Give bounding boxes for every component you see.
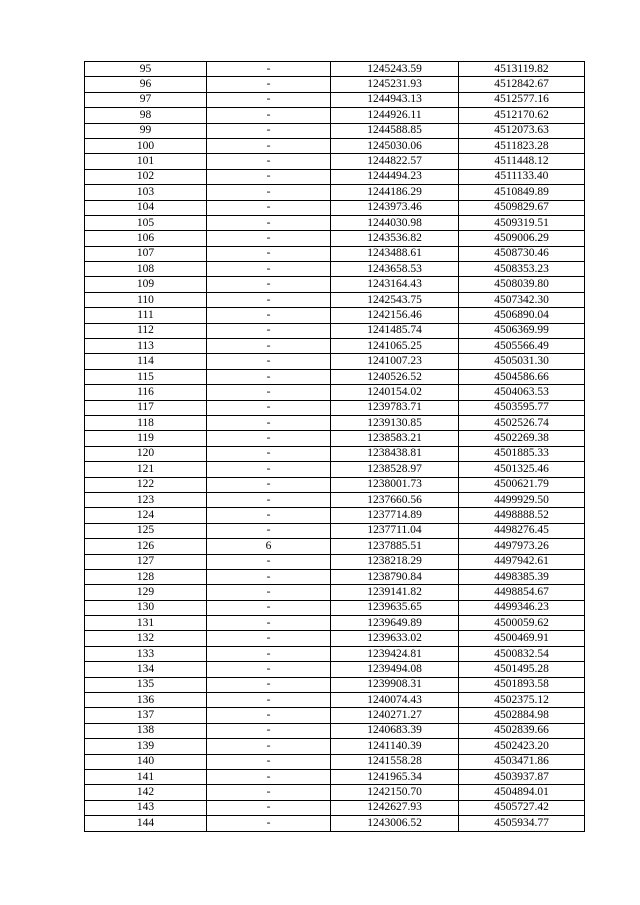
table-row: [85, 77, 585, 92]
table-row: [85, 108, 585, 123]
section-number-cell: -: [207, 154, 331, 169]
point-number-cell: 133: [85, 646, 207, 661]
y-coordinate-cell: 4511448.12: [459, 154, 585, 169]
y-coordinate-cell: 4511823.28: [459, 138, 585, 153]
section-number-cell: -: [207, 631, 331, 646]
y-coordinate-cell: 4499346.23: [459, 600, 585, 615]
point-number-cell: 107: [85, 246, 207, 261]
x-coordinate-cell: 1241140.39: [331, 739, 459, 754]
x-coordinate-cell: 1243488.61: [331, 246, 459, 261]
section-number-cell: -: [207, 431, 331, 446]
table-row: [85, 62, 585, 77]
table-row: [85, 231, 585, 246]
section-number-cell: -: [207, 554, 331, 569]
x-coordinate-cell: 1239633.02: [331, 631, 459, 646]
y-coordinate-cell: 4502839.66: [459, 723, 585, 738]
section-number-cell: -: [207, 62, 331, 77]
x-coordinate-cell: 1241558.28: [331, 754, 459, 769]
table-row: [85, 462, 585, 477]
x-coordinate-cell: 1244588.85: [331, 123, 459, 138]
x-coordinate-cell: 1237711.04: [331, 523, 459, 538]
y-coordinate-cell: 4502526.74: [459, 415, 585, 430]
table-row: [85, 369, 585, 384]
table-row: [85, 785, 585, 800]
table-row: [85, 600, 585, 615]
table-row: [85, 631, 585, 646]
table-row: [85, 446, 585, 461]
point-number-cell: 142: [85, 785, 207, 800]
table-row: [85, 569, 585, 584]
point-number-cell: 130: [85, 600, 207, 615]
x-coordinate-cell: 1242150.70: [331, 785, 459, 800]
y-coordinate-cell: 4498854.67: [459, 585, 585, 600]
y-coordinate-cell: 4509829.67: [459, 200, 585, 215]
section-number-cell: -: [207, 354, 331, 369]
section-number-cell: -: [207, 323, 331, 338]
point-number-cell: 128: [85, 569, 207, 584]
point-number-cell: 138: [85, 723, 207, 738]
section-number-cell: -: [207, 185, 331, 200]
y-coordinate-cell: 4508353.23: [459, 262, 585, 277]
table-row: [85, 585, 585, 600]
y-coordinate-cell: 4500059.62: [459, 616, 585, 631]
section-number-cell: -: [207, 693, 331, 708]
point-number-cell: 120: [85, 446, 207, 461]
y-coordinate-cell: 4512577.16: [459, 92, 585, 107]
x-coordinate-cell: 1243658.53: [331, 262, 459, 277]
y-coordinate-cell: 4498888.52: [459, 508, 585, 523]
y-coordinate-cell: 4505566.49: [459, 339, 585, 354]
table-row: [85, 323, 585, 338]
y-coordinate-cell: 4508730.46: [459, 246, 585, 261]
point-number-cell: 123: [85, 492, 207, 507]
table-row: [85, 154, 585, 169]
section-number-cell: -: [207, 708, 331, 723]
table-row: [85, 477, 585, 492]
y-coordinate-cell: 4512073.63: [459, 123, 585, 138]
table-row: [85, 339, 585, 354]
table-row: [85, 308, 585, 323]
table-row: [85, 215, 585, 230]
table-row: [85, 677, 585, 692]
y-coordinate-cell: 4512170.62: [459, 108, 585, 123]
point-number-cell: 129: [85, 585, 207, 600]
x-coordinate-cell: 1244943.13: [331, 92, 459, 107]
section-number-cell: -: [207, 569, 331, 584]
x-coordinate-cell: 1244030.98: [331, 215, 459, 230]
table-row: [85, 169, 585, 184]
y-coordinate-cell: 4500469.91: [459, 631, 585, 646]
x-coordinate-cell: 1237885.51: [331, 539, 459, 554]
point-number-cell: 139: [85, 739, 207, 754]
point-number-cell: 144: [85, 816, 207, 831]
x-coordinate-cell: 1244494.23: [331, 169, 459, 184]
section-number-cell: -: [207, 169, 331, 184]
y-coordinate-cell: 4501325.46: [459, 462, 585, 477]
table-row: [85, 354, 585, 369]
y-coordinate-cell: 4503595.77: [459, 400, 585, 415]
table-row: [85, 185, 585, 200]
y-coordinate-cell: 4508039.80: [459, 277, 585, 292]
point-number-cell: 127: [85, 554, 207, 569]
y-coordinate-cell: 4498276.45: [459, 523, 585, 538]
x-coordinate-cell: 1240526.52: [331, 369, 459, 384]
x-coordinate-cell: 1242543.75: [331, 292, 459, 307]
section-number-cell: -: [207, 339, 331, 354]
x-coordinate-cell: 1245243.59: [331, 62, 459, 77]
x-coordinate-cell: 1244926.11: [331, 108, 459, 123]
x-coordinate-cell: 1244186.29: [331, 185, 459, 200]
x-coordinate-cell: 1242156.46: [331, 308, 459, 323]
section-number-cell: -: [207, 308, 331, 323]
x-coordinate-cell: 1238438.81: [331, 446, 459, 461]
y-coordinate-cell: 4504063.53: [459, 385, 585, 400]
x-coordinate-cell: 1238001.73: [331, 477, 459, 492]
y-coordinate-cell: 4504586.66: [459, 369, 585, 384]
section-number-cell: -: [207, 292, 331, 307]
x-coordinate-cell: 1240074.43: [331, 693, 459, 708]
section-number-cell: -: [207, 246, 331, 261]
y-coordinate-cell: 4500621.79: [459, 477, 585, 492]
section-number-cell: -: [207, 492, 331, 507]
y-coordinate-cell: 4502375.12: [459, 693, 585, 708]
section-number-cell: -: [207, 262, 331, 277]
x-coordinate-cell: 1237660.56: [331, 492, 459, 507]
section-number-cell: -: [207, 200, 331, 215]
y-coordinate-cell: 4506890.04: [459, 308, 585, 323]
y-coordinate-cell: 4504894.01: [459, 785, 585, 800]
table-row: [85, 662, 585, 677]
x-coordinate-cell: 1243536.82: [331, 231, 459, 246]
point-number-cell: 117: [85, 400, 207, 415]
y-coordinate-cell: 4502884.98: [459, 708, 585, 723]
x-coordinate-cell: 1240154.02: [331, 385, 459, 400]
section-number-cell: -: [207, 723, 331, 738]
table-row: [85, 431, 585, 446]
section-number-cell: -: [207, 739, 331, 754]
table-row: [85, 800, 585, 815]
section-number-cell: -: [207, 123, 331, 138]
table-row: [85, 739, 585, 754]
point-number-cell: 115: [85, 369, 207, 384]
section-number-cell: -: [207, 785, 331, 800]
x-coordinate-cell: 1242627.93: [331, 800, 459, 815]
y-coordinate-cell: 4503471.86: [459, 754, 585, 769]
point-number-cell: 103: [85, 185, 207, 200]
table-row: [85, 708, 585, 723]
table-row: [85, 492, 585, 507]
section-number-cell: -: [207, 523, 331, 538]
y-coordinate-cell: 4505934.77: [459, 816, 585, 831]
section-number-cell: -: [207, 600, 331, 615]
table-row: [85, 554, 585, 569]
point-number-cell: 140: [85, 754, 207, 769]
section-number-cell: -: [207, 369, 331, 384]
y-coordinate-cell: 4499929.50: [459, 492, 585, 507]
section-number-cell: -: [207, 677, 331, 692]
point-number-cell: 106: [85, 231, 207, 246]
section-number-cell: -: [207, 77, 331, 92]
section-number-cell: -: [207, 462, 331, 477]
point-number-cell: 111: [85, 308, 207, 323]
section-number-cell: -: [207, 816, 331, 831]
table-row: [85, 246, 585, 261]
point-number-cell: 109: [85, 277, 207, 292]
y-coordinate-cell: 4501885.33: [459, 446, 585, 461]
point-number-cell: 131: [85, 616, 207, 631]
y-coordinate-cell: 4502423.20: [459, 739, 585, 754]
section-number-cell: -: [207, 769, 331, 784]
y-coordinate-cell: 4497942.61: [459, 554, 585, 569]
y-coordinate-cell: 4512842.67: [459, 77, 585, 92]
section-number-cell: -: [207, 215, 331, 230]
point-number-cell: 136: [85, 693, 207, 708]
point-number-cell: 119: [85, 431, 207, 446]
y-coordinate-cell: 4501893.58: [459, 677, 585, 692]
x-coordinate-cell: 1238790.84: [331, 569, 459, 584]
x-coordinate-cell: 1241065.25: [331, 339, 459, 354]
x-coordinate-cell: 1245231.93: [331, 77, 459, 92]
table-row: [85, 723, 585, 738]
point-number-cell: 96: [85, 77, 207, 92]
x-coordinate-cell: 1243006.52: [331, 816, 459, 831]
section-number-cell: -: [207, 477, 331, 492]
x-coordinate-cell: 1243973.46: [331, 200, 459, 215]
x-coordinate-cell: 1238218.29: [331, 554, 459, 569]
y-coordinate-cell: 4501495.28: [459, 662, 585, 677]
table-row: [85, 508, 585, 523]
coordinates-table-body: [85, 62, 585, 832]
point-number-cell: 112: [85, 323, 207, 338]
section-number-cell: -: [207, 138, 331, 153]
point-number-cell: 98: [85, 108, 207, 123]
point-number-cell: 134: [85, 662, 207, 677]
x-coordinate-cell: 1239908.31: [331, 677, 459, 692]
point-number-cell: 125: [85, 523, 207, 538]
table-row: [85, 693, 585, 708]
y-coordinate-cell: 4505727.42: [459, 800, 585, 815]
section-number-cell: -: [207, 415, 331, 430]
point-number-cell: 116: [85, 385, 207, 400]
y-coordinate-cell: 4497973.26: [459, 539, 585, 554]
y-coordinate-cell: 4503937.87: [459, 769, 585, 784]
point-number-cell: 118: [85, 415, 207, 430]
y-coordinate-cell: 4502269.38: [459, 431, 585, 446]
table-row: [85, 415, 585, 430]
y-coordinate-cell: 4500832.54: [459, 646, 585, 661]
y-coordinate-cell: 4506369.99: [459, 323, 585, 338]
x-coordinate-cell: 1241485.74: [331, 323, 459, 338]
point-number-cell: 101: [85, 154, 207, 169]
x-coordinate-cell: 1239424.81: [331, 646, 459, 661]
point-number-cell: 137: [85, 708, 207, 723]
point-number-cell: 97: [85, 92, 207, 107]
point-number-cell: 100: [85, 138, 207, 153]
x-coordinate-cell: 1239635.65: [331, 600, 459, 615]
x-coordinate-cell: 1239649.89: [331, 616, 459, 631]
point-number-cell: 135: [85, 677, 207, 692]
point-number-cell: 110: [85, 292, 207, 307]
section-number-cell: -: [207, 508, 331, 523]
section-number-cell: -: [207, 385, 331, 400]
table-row: [85, 277, 585, 292]
y-coordinate-cell: 4507342.30: [459, 292, 585, 307]
x-coordinate-cell: 1245030.06: [331, 138, 459, 153]
section-number-cell: -: [207, 800, 331, 815]
point-number-cell: 122: [85, 477, 207, 492]
y-coordinate-cell: 4513119.82: [459, 62, 585, 77]
point-number-cell: 113: [85, 339, 207, 354]
x-coordinate-cell: 1241965.34: [331, 769, 459, 784]
table-row: [85, 138, 585, 153]
x-coordinate-cell: 1240683.39: [331, 723, 459, 738]
x-coordinate-cell: 1239130.85: [331, 415, 459, 430]
table-row: [85, 523, 585, 538]
table-row: [85, 123, 585, 138]
y-coordinate-cell: 4498385.39: [459, 569, 585, 584]
x-coordinate-cell: 1238528.97: [331, 462, 459, 477]
y-coordinate-cell: 4509006.29: [459, 231, 585, 246]
table-row: [85, 539, 585, 554]
point-number-cell: 141: [85, 769, 207, 784]
table-row: [85, 92, 585, 107]
table-row: [85, 200, 585, 215]
section-number-cell: -: [207, 662, 331, 677]
point-number-cell: 108: [85, 262, 207, 277]
table-row: [85, 616, 585, 631]
section-number-cell: -: [207, 646, 331, 661]
x-coordinate-cell: 1239783.71: [331, 400, 459, 415]
section-number-cell: -: [207, 585, 331, 600]
x-coordinate-cell: 1239141.82: [331, 585, 459, 600]
x-coordinate-cell: 1238583.21: [331, 431, 459, 446]
point-number-cell: 132: [85, 631, 207, 646]
y-coordinate-cell: 4510849.89: [459, 185, 585, 200]
y-coordinate-cell: 4509319.51: [459, 215, 585, 230]
coordinates-table: [84, 61, 585, 832]
point-number-cell: 124: [85, 508, 207, 523]
point-number-cell: 99: [85, 123, 207, 138]
point-number-cell: 104: [85, 200, 207, 215]
point-number-cell: 105: [85, 215, 207, 230]
x-coordinate-cell: 1244822.57: [331, 154, 459, 169]
section-number-cell: -: [207, 92, 331, 107]
table-row: [85, 769, 585, 784]
x-coordinate-cell: 1237714.89: [331, 508, 459, 523]
point-number-cell: 114: [85, 354, 207, 369]
section-number-cell: 6: [207, 539, 331, 554]
table-row: [85, 400, 585, 415]
x-coordinate-cell: 1243164.43: [331, 277, 459, 292]
table-row: [85, 754, 585, 769]
x-coordinate-cell: 1240271.27: [331, 708, 459, 723]
section-number-cell: -: [207, 754, 331, 769]
section-number-cell: -: [207, 231, 331, 246]
section-number-cell: -: [207, 277, 331, 292]
table-row: [85, 292, 585, 307]
point-number-cell: 126: [85, 539, 207, 554]
y-coordinate-cell: 4511133.40: [459, 169, 585, 184]
point-number-cell: 102: [85, 169, 207, 184]
y-coordinate-cell: 4505031.30: [459, 354, 585, 369]
section-number-cell: -: [207, 616, 331, 631]
section-number-cell: -: [207, 446, 331, 461]
table-row: [85, 262, 585, 277]
point-number-cell: 121: [85, 462, 207, 477]
x-coordinate-cell: 1241007.23: [331, 354, 459, 369]
point-number-cell: 143: [85, 800, 207, 815]
point-number-cell: 95: [85, 62, 207, 77]
section-number-cell: -: [207, 400, 331, 415]
x-coordinate-cell: 1239494.08: [331, 662, 459, 677]
table-row: [85, 646, 585, 661]
section-number-cell: -: [207, 108, 331, 123]
table-row: [85, 816, 585, 831]
table-row: [85, 385, 585, 400]
